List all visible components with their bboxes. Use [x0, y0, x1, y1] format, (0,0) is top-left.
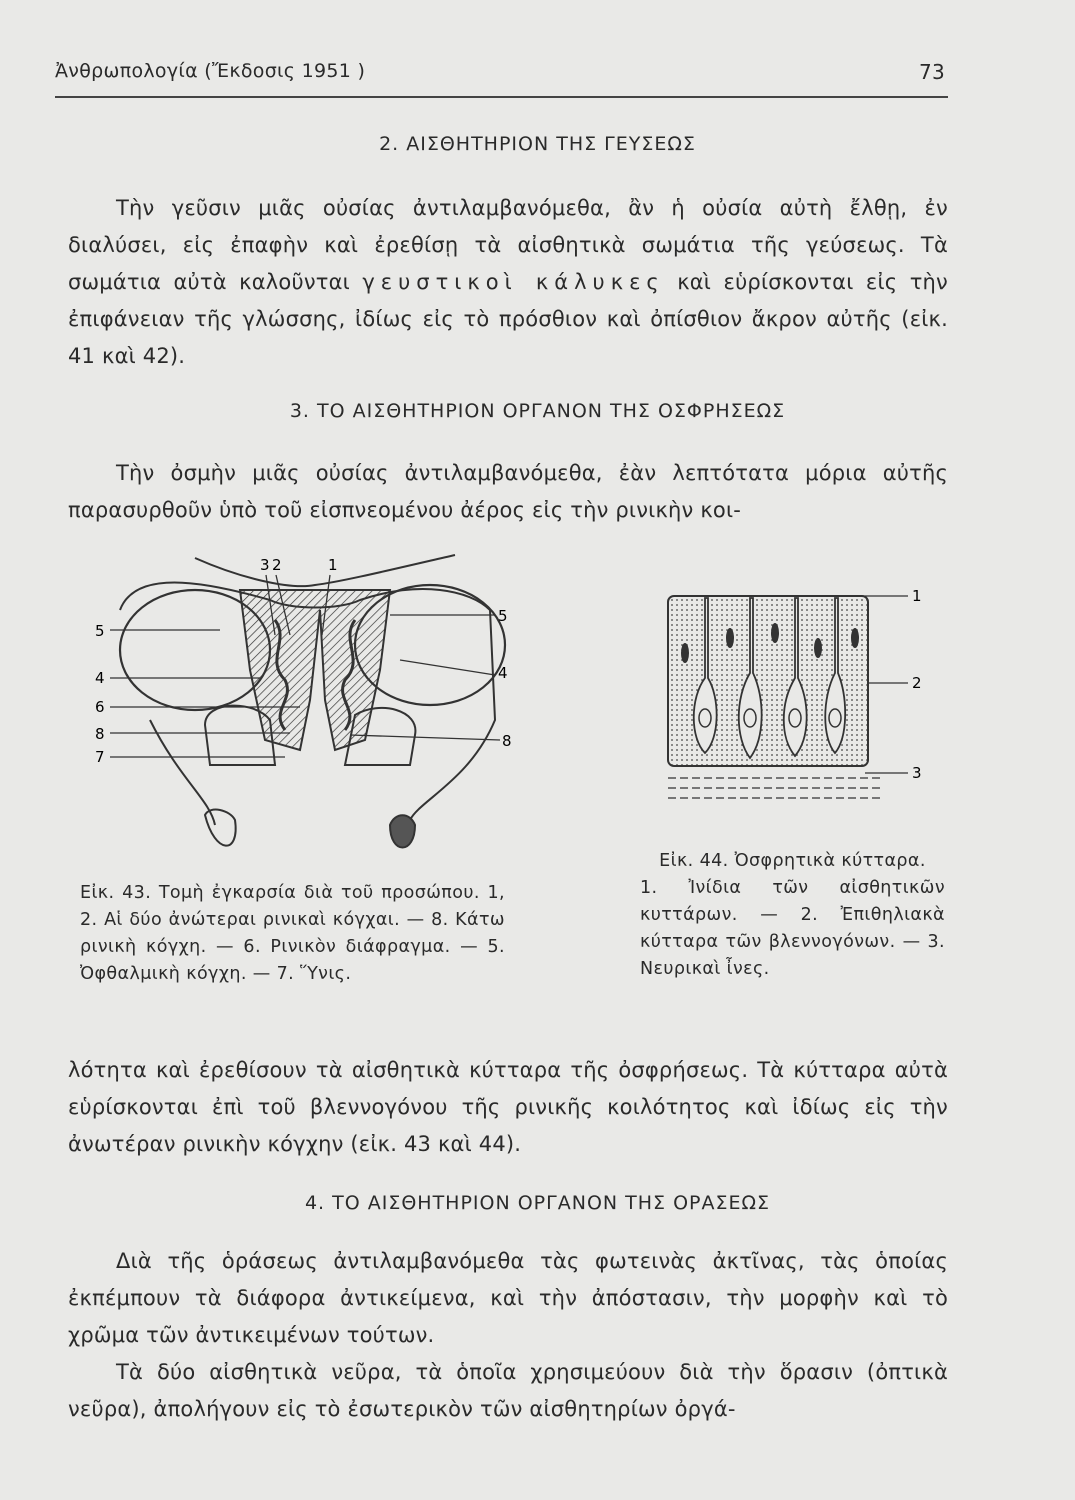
section-4-paragraph-b: [68, 1354, 948, 1428]
figure-44-olfactory-cells: [650, 578, 940, 808]
fig44-label-2: 2: [912, 674, 922, 692]
section-4-text-b: Τὰ δύο αἰσθητικὰ νεῦρα, τὰ ὁποῖα χρησιμεύουν διὰ τὴν ὅρασιν (ὀπτικὰ νεῦρα), ἀπολήγουν εἰς τὸ ἐσωτερικὸν τῶν αἰσθητηρίων ὀργά-: [68, 1360, 948, 1421]
section-3-heading: 3. ΤΟ ΑΙΣΘΗΤΗΡΙΟΝ ΟΡΓΑΝΟΝ ΤΗΣ ΟΣΦΡΗΣΕΩΣ: [289, 400, 786, 422]
fig44-label-1: 1: [912, 587, 922, 605]
section-4-text-a: Διὰ τῆς ὁράσεως ἀντιλαμβανόμεθα τὰς φωτεινὰς ἀκτῖνας, τὰς ὁποίας ἐκπέμπουν τὰ διάφορα ἀντικείμενα, καὶ τὴν ἀπόστασιν, τὴν μορφὴν καὶ τὸ χρῶμα τῶν ἀντικειμένων τούτων.: [68, 1249, 948, 1347]
fig43-label-5-left: 5: [95, 622, 105, 640]
section-3-text-b: λότητα καὶ ἐρεθίσουν τὰ αἰσθητικὰ κύτταρα τῆς ὀσφρήσεως. Τὰ κύτταρα αὐτὰ εὑρίσκονται ἐπὶ τοῦ βλεννογόνου τῆς ρινικῆς κοιλότητος καὶ ἰδίως εἰς τὴν ἀνωτέραν ρινικὴν κόγχην (εἰκ. 43 καὶ 44).: [68, 1058, 948, 1156]
fig44-label-3: 3: [912, 764, 922, 782]
fig43-label-5-right: 5: [498, 607, 508, 625]
fig43-label-1: 1: [328, 556, 338, 574]
section-2-text-a: Τὴν γεῦσιν μιᾶς οὐσίας ἀντιλαμβανόμεθα, ἂν ἡ οὐσία αὐτὴ ἔλθῃ, ἐν διαλύσει, εἰς ἐπαφὴν καὶ ἐρεθίσῃ τὰ αἰσθητικὰ σωμάτια τῆς γεύσεως. Τὰ σωμάτια αὐτὰ καλοῦνται: [68, 196, 948, 294]
figure-44-caption-title: Εἰκ. 44. Ὀσφρητικὰ κύτταρα.: [659, 851, 926, 871]
fig43-label-4-left: 4: [95, 669, 105, 687]
fig43-label-8-left: 8: [95, 725, 105, 743]
section-2-heading: 2. ΑΙΣΘΗΤΗΡΙΟΝ ΤΗΣ ΓΕΥΣΕΩΣ: [379, 133, 696, 155]
page-number: 73: [918, 60, 945, 84]
section-3-paragraph-a: [68, 455, 948, 529]
left-tooth: [205, 810, 236, 846]
nasal-septum: [240, 590, 390, 750]
fig43-label-8-right: 8: [502, 732, 512, 750]
figure-43-nasal-section: [90, 550, 530, 870]
section-2-term: γευστικοὶ κάλυκες: [362, 270, 665, 294]
figure-43-caption: Εἰκ. 43. Τομὴ ἐγκαρσία διὰ τοῦ προσώπου. 1, 2. Αἱ δύο ἀνώτεραι ρινικαὶ κόγχαι. — 8. Κάτω ρινικὴ κόγχη. — 6. Ρινικὸν διάφραγμα. — 5. Ὀφθαλμικὴ κόγχη. — 7. Ὕνις.: [80, 883, 505, 984]
section-2-paragraph: [68, 190, 948, 375]
section-3-text-a: Τὴν ὀσμὴν μιᾶς οὐσίας ἀντιλαμβανόμεθα, ἐὰν λεπτότατα μόρια αὐτῆς παρασυρθοῦν ὑπὸ τοῦ εἰσπνεομένου ἀέρος εἰς τὴν ρινικὴν κοι-: [68, 461, 948, 522]
header-rule: [55, 96, 948, 98]
nose-top: [195, 555, 455, 586]
fig43-label-3: 3: [260, 556, 270, 574]
fig43-label-4-right: 4: [498, 664, 508, 682]
header-title: Ἀνθρωπολογία (Ἔκδοσις 1951 ): [55, 60, 366, 82]
running-header: [55, 60, 945, 82]
figure-44-caption: [640, 848, 945, 983]
fig43-label-2: 2: [272, 556, 282, 574]
section-3-paragraph-b: [68, 1052, 948, 1163]
right-tooth: [390, 815, 415, 847]
fig43-label-7: 7: [95, 748, 105, 766]
section-4-paragraph-a: [68, 1243, 948, 1354]
fig43-label-6: 6: [95, 698, 105, 716]
section-4-heading: 4. ΤΟ ΑΙΣΘΗΤΗΡΙΟΝ ΟΡΓΑΝΟΝ ΤΗΣ ΟΡΑΣΕΩΣ: [304, 1192, 771, 1214]
section-2-text-b: καὶ εὑρίσκονται εἰς τὴν ἐπιφάνειαν τῆς γλώσσης, ἰδίως εἰς τὸ πρόσθιον καὶ ὀπίσθιον ἄκρον αὐτῆς (εἰκ. 41 καὶ 42).: [68, 270, 948, 368]
figure-44-caption-body: 1. Ἰνίδια τῶν αἰσθητικῶν κυττάρων. — 2. Ἐπιθηλιακὰ κύτταρα τῶν βλεννογόνων. — 3. Νευρικαὶ ἶνες.: [640, 878, 945, 979]
